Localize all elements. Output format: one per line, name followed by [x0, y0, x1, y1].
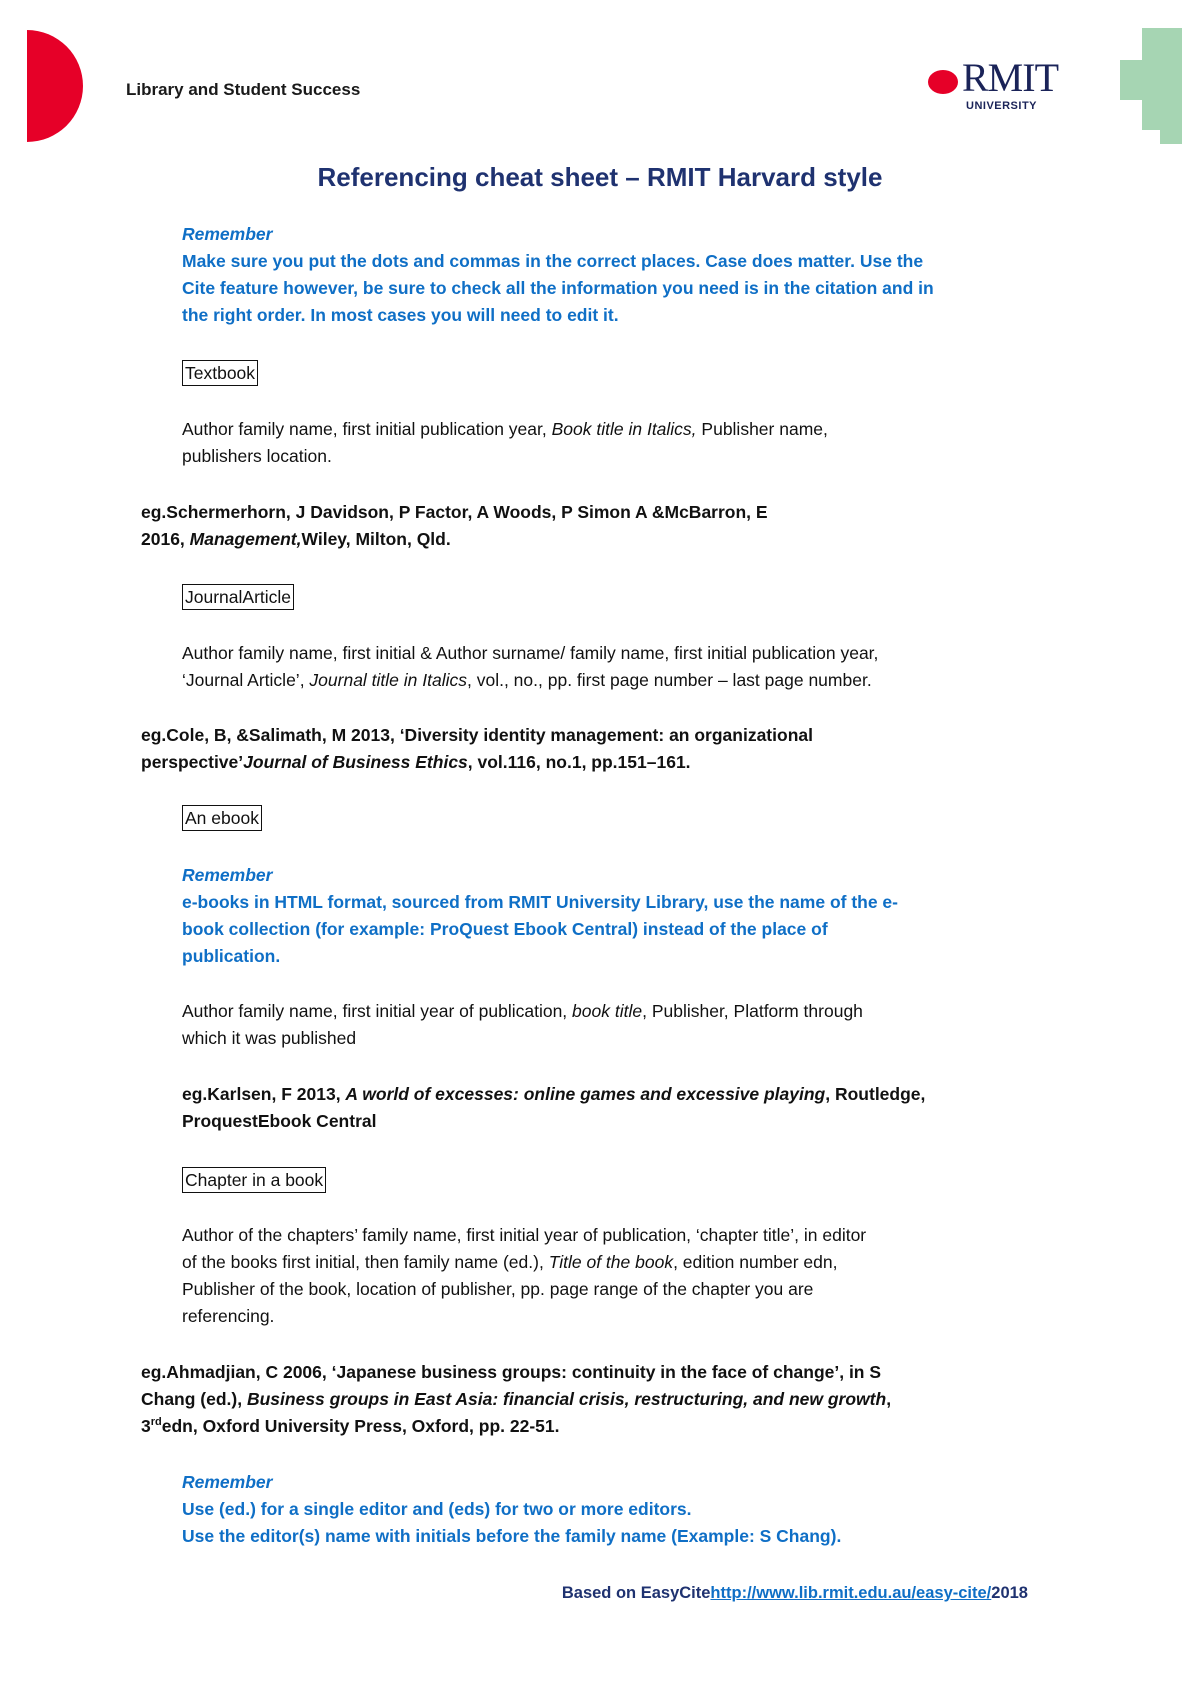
editors-note-line: Use the editor(s) name with initials before the family name (Example: S Chang). [182, 1526, 842, 1546]
chapter-format-line: of the books first initial, then family name (ed.), Title of the book, edition number edn, [182, 1252, 838, 1272]
chapter-example-line: 3rdedn, Oxford University Press, Oxford, pp. 22-51. [141, 1416, 560, 1436]
chapter-format-line: referencing. [182, 1306, 275, 1326]
journal-format-line: ‘Journal Article’, Journal title in Italics, vol., no., pp. first page number – last page number. [182, 670, 872, 690]
logo-word: RMIT [962, 55, 1058, 100]
journal-format-line: Author family name, first initial & Author surname/ family name, first initial publication year, [182, 643, 879, 663]
chapter-format-line: Author of the chapters’ family name, first initial year of publication, ‘chapter title’, in editor [182, 1225, 867, 1245]
section-heading-chapter: Chapter in a book [182, 1167, 326, 1193]
section-heading-journal-article: JournalArticle [182, 584, 294, 610]
intro-line: the right order. In most cases you will need to edit it. [182, 305, 619, 325]
remember-label: Remember [182, 865, 273, 885]
footer-year: 2018 [991, 1584, 1028, 1602]
textbook-format-line: Author family name, first initial publication year, Book title in Italics, Publisher name, [182, 419, 828, 439]
remember-label: Remember [182, 1472, 273, 1492]
section-heading-ebook: An ebook [182, 805, 262, 831]
page-title: Referencing cheat sheet – RMIT Harvard style [317, 162, 883, 192]
department-name: Library and Student Success [126, 80, 361, 99]
section-heading-textbook: Textbook [182, 360, 258, 386]
textbook-example-line: 2016, Management,Wiley, Milton, Qld. [141, 529, 451, 549]
intro-line: Make sure you put the dots and commas in the correct places. Case does matter. Use the [182, 251, 924, 271]
green-pixel-pattern [1120, 28, 1182, 144]
footer-credit [0, 1584, 1028, 1603]
logo-subtext: UNIVERSITY [966, 100, 1038, 112]
ebook-note-line: publication. [182, 946, 281, 966]
remember-label: Remember [182, 224, 273, 244]
textbook-format-line: publishers location. [182, 446, 332, 466]
logo-pixel-icon [928, 70, 958, 94]
chapter-example-line: eg.Ahmadjian, C 2006, ‘Japanese business groups: continuity in the face of change’, in S [141, 1362, 882, 1382]
footer-prefix: Based on EasyCite [561, 1584, 711, 1602]
easycite-link[interactable]: http://www.lib.rmit.edu.au/easy-cite/ [710, 1584, 992, 1602]
ebook-format-line: Author family name, first initial year of publication, book title, Publisher, Platform through [182, 1001, 863, 1021]
ebook-note-line: e-books in HTML format, sourced from RMIT University Library, use the name of the e- [182, 892, 898, 912]
chapter-format-line: Publisher of the book, location of publisher, pp. page range of the chapter you are [182, 1279, 814, 1299]
ebook-example-line: ProquestEbook Central [182, 1111, 377, 1131]
ebook-note-line: book collection (for example: ProQuest Ebook Central) instead of the place of [182, 919, 828, 939]
textbook-example-line: eg.Schermerhorn, J Davidson, P Factor, A Woods, P Simon A &McBarron, E [141, 502, 768, 522]
chapter-example-line: Chang (ed.), Business groups in East Asia: financial crisis, restructuring, and new growth, [141, 1389, 892, 1409]
journal-example-line: perspective’Journal of Business Ethics, vol.116, no.1, pp.151–161. [141, 752, 691, 772]
editors-note-line: Use (ed.) for a single editor and (eds) for two or more editors. [182, 1499, 692, 1519]
intro-line: Cite feature however, be sure to check all the information you need is in the citation and in [182, 278, 934, 298]
journal-example-line: eg.Cole, B, &Salimath, M 2013, ‘Diversity identity management: an organizational [141, 725, 813, 745]
ebook-example-line: eg.Karlsen, F 2013, A world of excesses: online games and excessive playing, Routledge, [182, 1084, 926, 1104]
ebook-format-line: which it was published [182, 1028, 357, 1048]
red-semicircle-graphic [27, 30, 83, 142]
